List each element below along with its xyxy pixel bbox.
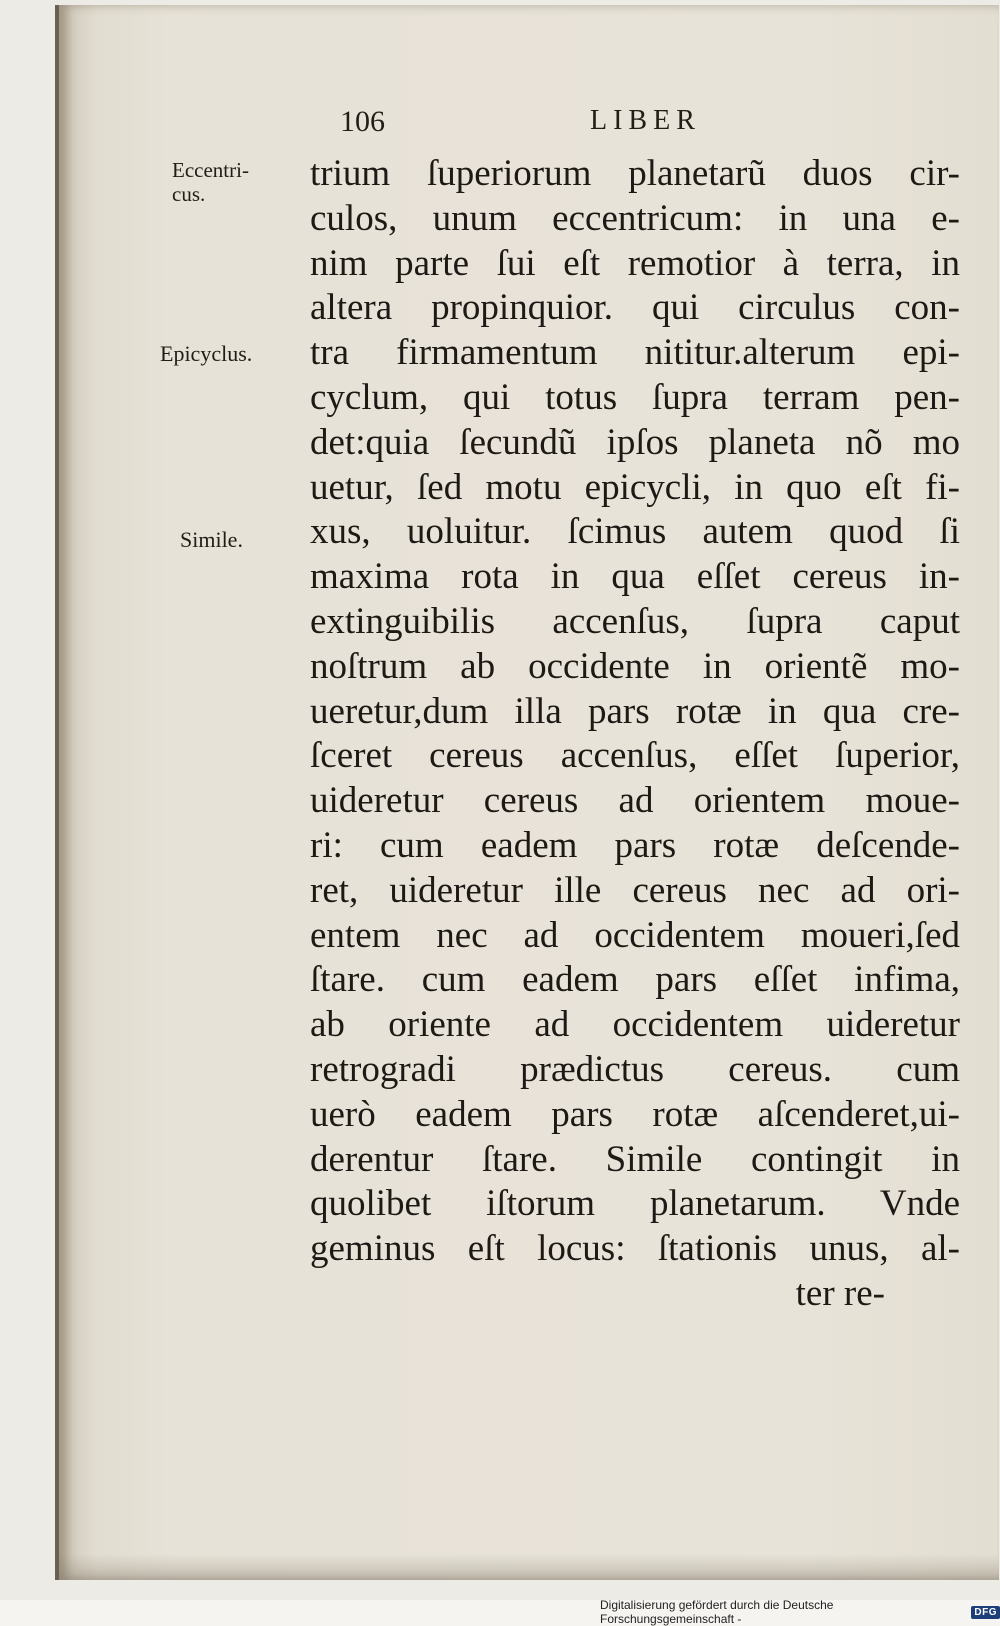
text-line: uideretur cereus ad orientem moue-: [310, 780, 960, 822]
text-line: trium ſuperiorum planetarũ duos cir-: [310, 153, 960, 194]
text-line: ſtare. cum eadem pars eſſet infima,: [310, 959, 960, 1001]
text-line: tra firmamentum nititur.alterum epi-: [310, 332, 960, 374]
dfg-logo: DFG: [971, 1606, 1000, 1619]
page-number: 106: [340, 105, 385, 138]
text-line: geminus eſt locus: ſtationis unus, al-: [310, 1228, 960, 1270]
page-bottom-shadow: [59, 1554, 999, 1580]
text-line: culos, unum eccentricum: in una e-: [310, 197, 960, 239]
marginal-note-simile: Simile.: [180, 527, 243, 552]
text-line: maxima rota in qua eſſet cereus in-: [310, 556, 960, 598]
marginal-note-epicyclus: Epicyclus.: [160, 341, 253, 366]
page-header: [0, 105, 1000, 145]
running-head: LIBER: [590, 105, 701, 136]
body-text: [310, 152, 960, 1317]
text-line: cyclum, qui totus ſupra terram pen-: [310, 376, 960, 418]
text-line: ter re-: [795, 1272, 885, 1314]
text-line: altera propinquior. qui circulus con-: [310, 287, 960, 329]
text-line: ret, uideretur ille cereus nec ad ori-: [310, 869, 960, 911]
text-line: ueretur,dum illa pars rotæ in qua cre-: [310, 690, 960, 732]
digitization-footer: [600, 1600, 1000, 1624]
marginal-note-eccentricus: Eccentri- cus.: [172, 158, 249, 206]
text-line: uetur, ſed motu epicycli, in quo eſt fi-: [310, 466, 960, 508]
text-line: ſceret cereus accenſus, eſſet ſuperior,: [310, 735, 960, 777]
text-line: quolibet iſtorum planetarum. Vnde: [310, 1183, 960, 1225]
text-line: det:quia ſecundũ ipſos planeta nõ mo: [310, 421, 960, 463]
text-line: ri: cum eadem pars rotæ deſcende-: [310, 824, 960, 866]
text-line: ab oriente ad occidentem uideretur: [310, 1004, 960, 1046]
text-line: noſtrum ab occidente in orientẽ mo-: [310, 645, 960, 687]
text-line: entem nec ad occidentem moueri,ſed: [310, 914, 960, 956]
text-line: derentur ſtare. Simile contingit in: [310, 1138, 960, 1180]
text-line: uerò eadem pars rotæ aſcenderet,ui-: [310, 1093, 960, 1135]
text-line: nim parte ſui eſt remotior à terra, in: [310, 242, 960, 284]
text-line: extinguibilis accenſus, ſupra caput: [310, 600, 960, 642]
footer-text: Digitalisierung gefördert durch die Deutsche Forschungsgemeinschaft -: [600, 1598, 834, 1626]
text-line: retrogradi prædictus cereus. cum: [310, 1048, 960, 1090]
text-line: xus, uoluitur. ſcimus autem quod ſi: [310, 511, 960, 553]
